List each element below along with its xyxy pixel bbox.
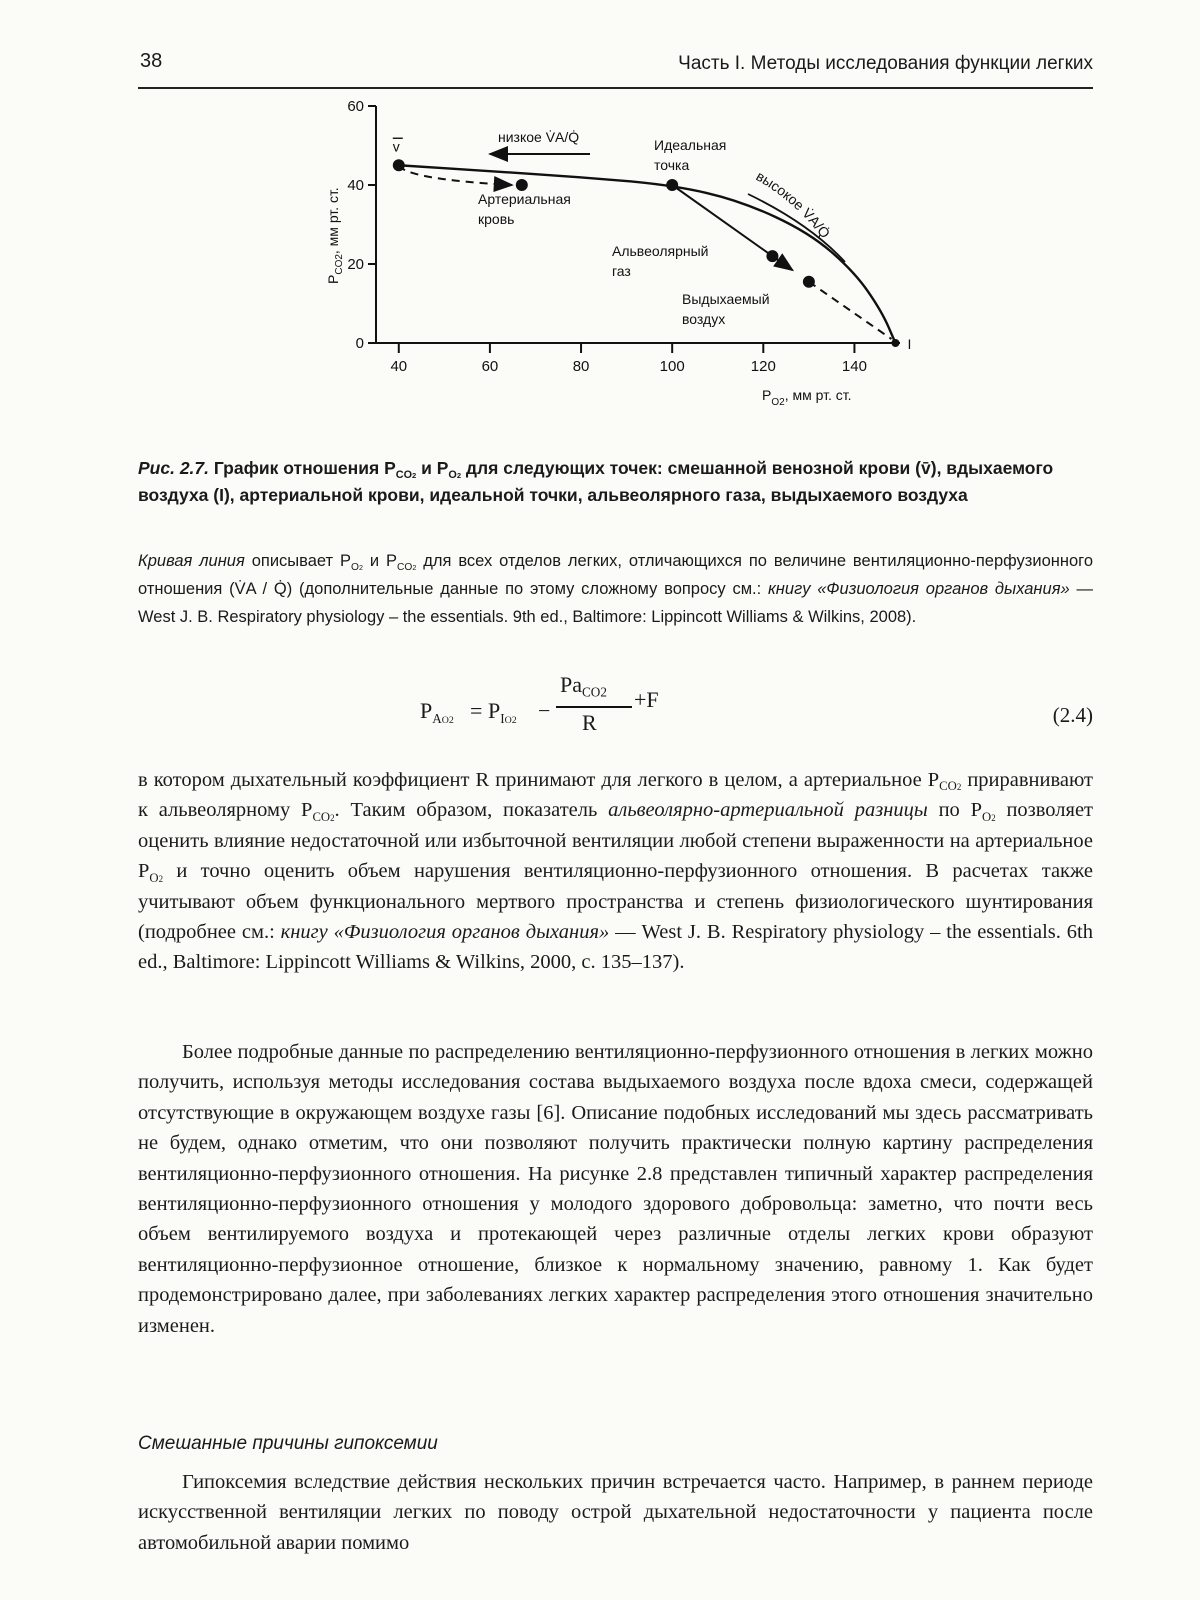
data-point xyxy=(666,179,678,191)
caption-label: Рис. 2.7. xyxy=(138,458,210,478)
equation-2-4 xyxy=(420,672,720,754)
section-heading: Смешанные причины гипоксемии xyxy=(138,1433,438,1454)
x-tick-label: 120 xyxy=(750,358,776,375)
y-tick-label: 40 xyxy=(347,177,364,194)
x-tick-label: 60 xyxy=(481,358,499,375)
equation-number: (2.4) xyxy=(1052,703,1093,727)
x-tick-label: 100 xyxy=(659,358,685,375)
y-tick-label: 20 xyxy=(347,256,364,273)
x-tick-label: 40 xyxy=(390,358,408,375)
arterial-label-2: кровь xyxy=(478,211,515,227)
eq-pi: $P_{IO2}$ xyxy=(488,698,517,726)
header-rule xyxy=(138,87,1093,89)
x-tick-label: 80 xyxy=(572,358,590,375)
annotations xyxy=(393,129,912,352)
caption-note: Кривая линия описывает $P_{O2}$ и $P_{CO2}$ для всех отделов легких, отличающихся по величине вентиляционно-перфузионного отношения (V̇A / Q̇) (дополнительные данные по этому сложному вопросу см.: книгу «Физиология органов дыхания» — West J. B. Respiratory physiology – the essentials. 9th ed., Baltimore: Lippincott Williams & Wilkins, 2008). xyxy=(138,552,1093,626)
y-axis-label: $P_{CO2}$, мм рт. ст. xyxy=(325,187,345,284)
ideal-point-label: Идеальная xyxy=(654,137,727,153)
x-tick-label: 140 xyxy=(841,358,867,375)
eq-fraction-bar xyxy=(556,706,632,708)
y-tick-label: 0 xyxy=(355,335,364,352)
figure-2-7 xyxy=(300,94,940,434)
paragraph-1: в котором дыхательный коэффициент R принимают для легкого в целом, а артериальное $P_{CO2}$ приравнивают к альвеолярному $P_{CO2}$. Таким образом, показатель альвеолярно-артериальной разницы по $P_{O2}$ позволяет оценить влияние недостаточной или избыточной вентиляции любой степени выраженности на артериальное $P_{O2}$ и точно оценить объем нарушения вентиляционно-перфузионного отношения. В расчетах также учитывают объем функционального мертвого пространства и степень физиологического шунтирования (подробнее см.: книгу «Физиология органов дыхания» — West J. B. Respiratory physiology – the essentials. 6th ed., Baltimore: Lippincott Williams & Wilkins, 2000, с. 135–137). xyxy=(138,769,1094,974)
paragraph-3: Гипоксемия вследствие действия нескольких причин встречается часто. Например, в раннем периоде искусственной вентиляции легких по поводу острой дыхательной недостаточности у пациента после автомобильной аварии помимо xyxy=(138,1471,1093,1554)
low-va-q-label: низкое V̇A/Q̇ xyxy=(498,129,580,145)
running-title: Часть I. Методы исследования функции легких xyxy=(678,53,1093,74)
figure-caption xyxy=(138,455,1093,509)
eq-plus-f: +F xyxy=(634,687,659,712)
eq-denominator: R xyxy=(582,710,597,735)
ideal-point-label-2: точка xyxy=(654,157,690,173)
data-point xyxy=(891,339,899,347)
eq-minus: − xyxy=(538,698,551,723)
y-tick-label: 60 xyxy=(347,98,364,115)
eq-equals: = xyxy=(470,698,483,723)
data-point xyxy=(393,159,405,171)
alveolar-label: Альвеолярный xyxy=(612,243,709,259)
caption-title: График отношения $P_{CO2}$ и $P_{O2}$ для следующих точек: смешанной венозной крови (v̄), вдыхаемого воздуха (I), артериальной крови, идеальной точки, альвеолярного газа, выдыхаемого воздуха xyxy=(138,458,1054,505)
paragraph-2: Более подробные данные по распределению вентиляционно-перфузионного отношения в легких можно получить, используя методы исследования состава выдыхаемого воздуха после вдоха смеси, содержащей отсутствующие в окружающем воздухе газы [6]. Описание подобных исследований мы здесь рассматривать не будем, однако отметим, что они позволяют получить практически полную картину распределения вентиляционно-перфузионного отношения. На рисунке 2.8 представлен типичный характер распределения вентиляционно-перфузионного отношения у молодого здорового добровольца: заметно, что почти весь объем вентилируемого воздуха и протекающей через различные отделы легких крови образуют вентиляционно-перфузионное отношение, близкое к нормальному значению, равному 1. Как будет продемонстрировано далее, при заболеваниях легких характер распределения этого отношения значительно изменен. xyxy=(138,1041,1093,1337)
ticks xyxy=(347,98,867,375)
eq-numerator: $Pa_{CO2}$ xyxy=(560,672,607,700)
page-number: 38 xyxy=(140,50,163,72)
data-point xyxy=(803,276,815,288)
v-bar-label: v xyxy=(392,138,400,155)
high-va-q-label: высокое V̇A/Q̇ xyxy=(753,167,834,242)
expired-label: Выдыхаемый xyxy=(682,291,770,307)
arterial-label: Артериальная xyxy=(478,191,571,207)
data-point xyxy=(516,179,528,191)
data-point xyxy=(766,250,778,262)
eq-lhs: $P_{AO2}$ xyxy=(420,698,454,726)
inspired-label: I xyxy=(907,336,912,352)
alveolar-label-2: газ xyxy=(612,263,631,279)
pco2-po2-chart xyxy=(300,94,940,434)
x-axis-label: $P_{O2}$, мм рт. ст. xyxy=(762,387,852,408)
expired-label-2: воздух xyxy=(682,311,726,327)
